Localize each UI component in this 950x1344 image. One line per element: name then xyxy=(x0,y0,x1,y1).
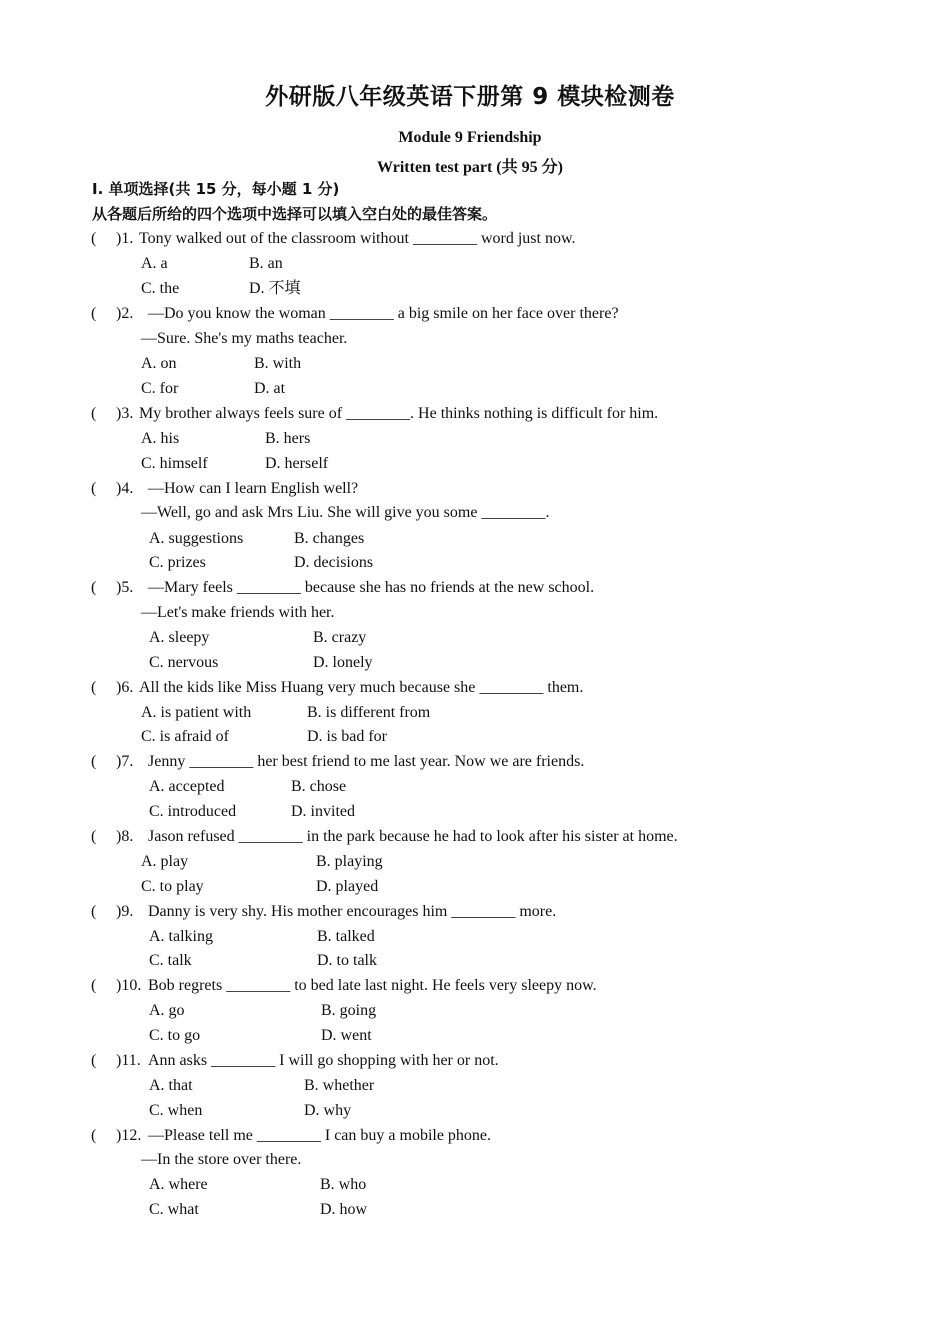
part-title: Written test part (共 95 分) xyxy=(377,159,563,176)
question-number: )4. xyxy=(116,480,134,497)
answer-blank: ( xyxy=(91,230,97,247)
section-instruction: 从各题后所给的四个选项中选择可以填入空白处的最佳答案。 xyxy=(92,205,498,223)
option-b: B. going xyxy=(321,1002,377,1019)
option-a: A. his xyxy=(141,430,180,447)
question-number: )11. xyxy=(116,1052,141,1069)
option-a: A. is patient with xyxy=(141,704,252,721)
question-number: )2. xyxy=(116,305,134,322)
answer-blank: ( xyxy=(91,305,97,322)
module-title: Module 9 Friendship xyxy=(398,129,542,146)
answer-blank: ( xyxy=(91,753,97,770)
option-b: B. an xyxy=(249,255,283,272)
question-stem: Tony walked out of the classroom without ________ word just now. xyxy=(139,230,576,247)
option-b: B. whether xyxy=(304,1077,375,1094)
option-b: B. talked xyxy=(317,928,375,945)
option-c: C. nervous xyxy=(149,654,219,671)
option-d: D. 不填 xyxy=(249,280,301,297)
option-d: D. herself xyxy=(265,455,329,472)
question-dialogue-line: —Well, go and ask Mrs Liu. She will give you some ________. xyxy=(141,504,550,521)
option-a: A. go xyxy=(149,1002,185,1019)
option-c: C. prizes xyxy=(149,554,206,571)
option-d: D. lonely xyxy=(313,654,373,671)
option-b: B. changes xyxy=(294,530,365,547)
option-a: A. talking xyxy=(149,928,213,945)
option-a: A. that xyxy=(149,1077,193,1094)
option-d: D. why xyxy=(304,1102,352,1119)
question-stem: Danny is very shy. His mother encourages him ________ more. xyxy=(148,903,557,920)
option-a: A. a xyxy=(141,255,168,272)
answer-blank: ( xyxy=(91,977,97,994)
answer-blank: ( xyxy=(91,579,97,596)
answer-blank: ( xyxy=(91,480,97,497)
question-stem: —How can I learn English well? xyxy=(148,480,359,497)
question-dialogue-line: —In the store over there. xyxy=(141,1151,302,1168)
option-b: B. hers xyxy=(265,430,311,447)
question-stem: —Please tell me ________ I can buy a mobile phone. xyxy=(148,1127,492,1144)
question-number: )6. xyxy=(116,679,134,696)
option-a: A. on xyxy=(141,355,177,372)
option-d: D. invited xyxy=(291,803,355,820)
option-c: C. for xyxy=(141,380,179,397)
question-stem: All the kids like Miss Huang very much because she ________ them. xyxy=(139,679,584,696)
answer-blank: ( xyxy=(91,903,97,920)
option-a: A. where xyxy=(149,1176,208,1193)
question-number: )8. xyxy=(116,828,134,845)
question-number: )3. xyxy=(116,405,134,422)
answer-blank: ( xyxy=(91,1052,97,1069)
question-stem: My brother always feels sure of ________. He thinks nothing is difficult for him. xyxy=(139,405,659,422)
option-b: B. who xyxy=(320,1176,367,1193)
option-a: A. accepted xyxy=(149,778,225,795)
question-number: )7. xyxy=(116,753,134,770)
option-d: D. decisions xyxy=(294,554,374,571)
question-stem: Bob regrets ________ to bed late last night. He feels very sleepy now. xyxy=(148,977,597,994)
option-c: C. talk xyxy=(149,952,192,969)
option-d: D. at xyxy=(254,380,286,397)
answer-blank: ( xyxy=(91,405,97,422)
question-number: )9. xyxy=(116,903,134,920)
option-d: D. to talk xyxy=(317,952,377,969)
option-c: C. when xyxy=(149,1102,203,1119)
option-b: B. chose xyxy=(291,778,347,795)
question-stem: Jenny ________ her best friend to me last year. Now we are friends. xyxy=(148,753,585,770)
option-c: C. introduced xyxy=(149,803,237,820)
option-a: A. suggestions xyxy=(149,530,244,547)
question-number: )1. xyxy=(116,230,134,247)
option-c: C. himself xyxy=(141,455,208,472)
option-b: B. with xyxy=(254,355,302,372)
question-stem: —Do you know the woman ________ a big smile on her face over there? xyxy=(148,305,619,322)
question-dialogue-line: —Let's make friends with her. xyxy=(141,604,335,621)
option-b: B. playing xyxy=(316,853,383,870)
answer-blank: ( xyxy=(91,828,97,845)
option-c: C. the xyxy=(141,280,180,297)
option-b: B. is different from xyxy=(307,704,431,721)
question-stem: —Mary feels ________ because she has no friends at the new school. xyxy=(148,579,595,596)
option-a: A. sleepy xyxy=(149,629,210,646)
question-number: )5. xyxy=(116,579,134,596)
option-c: C. to play xyxy=(141,878,204,895)
question-stem: Ann asks ________ I will go shopping with her or not. xyxy=(148,1052,499,1069)
document-title: 外研版八年级英语下册第 9 模块检测卷 xyxy=(265,84,675,110)
question-number: )10. xyxy=(116,977,142,994)
answer-blank: ( xyxy=(91,679,97,696)
option-c: C. to go xyxy=(149,1027,201,1044)
option-d: D. went xyxy=(321,1027,372,1044)
option-b: B. crazy xyxy=(313,629,367,646)
option-a: A. play xyxy=(141,853,189,870)
option-c: C. what xyxy=(149,1201,199,1218)
question-stem: Jason refused ________ in the park because he had to look after his sister at home. xyxy=(148,828,678,845)
section-heading: Ⅰ. 单项选择(共 15 分，每小题 1 分) xyxy=(92,180,340,198)
option-d: D. played xyxy=(316,878,379,895)
answer-blank: ( xyxy=(91,1127,97,1144)
option-c: C. is afraid of xyxy=(141,728,229,745)
question-dialogue-line: —Sure. She's my maths teacher. xyxy=(141,330,348,347)
question-number: )12. xyxy=(116,1127,142,1144)
option-d: D. is bad for xyxy=(307,728,387,745)
option-d: D. how xyxy=(320,1201,368,1218)
